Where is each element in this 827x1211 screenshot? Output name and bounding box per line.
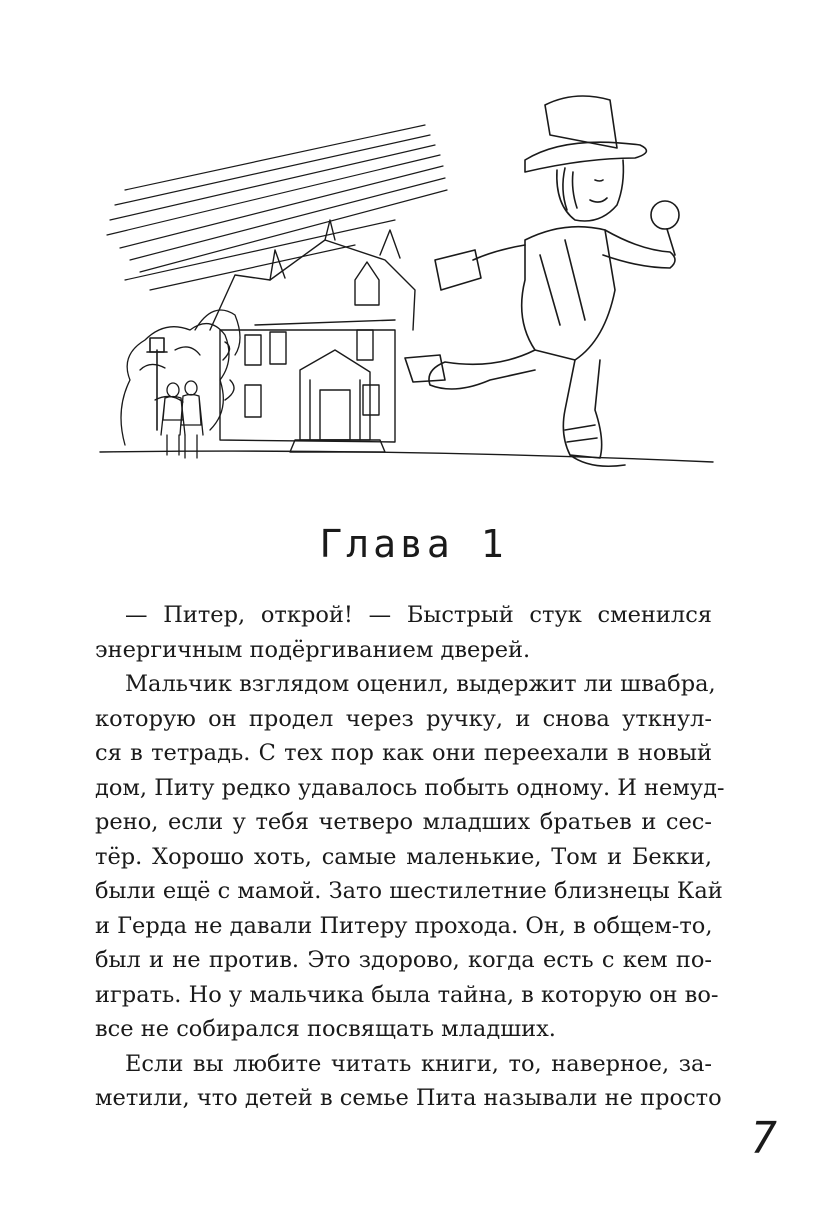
ground-line bbox=[100, 451, 713, 462]
text-line: играть. Но у мальчика была тайна, в которую он во- bbox=[95, 981, 719, 1008]
lamp-post bbox=[147, 338, 167, 430]
text-line: которую он продел через ручку, и снова уткнул- bbox=[95, 705, 712, 732]
text-line: был и не против. Это здорово, когда есть с кем по- bbox=[95, 947, 712, 973]
boy bbox=[405, 96, 679, 466]
text-line: рено, если у тебя четверо младших братьев и сес- bbox=[95, 809, 712, 835]
text-line: энергичным подёргиванием дверей. bbox=[95, 636, 531, 663]
text-line: все не собирался посвящать младших. bbox=[95, 1016, 556, 1042]
text-line: и Герда не давали Питеру прохода. Он, в общем-то, bbox=[95, 912, 713, 939]
text-line: тёр. Хорошо хоть, самые маленькие, Том и Бекки, bbox=[95, 843, 712, 870]
text-line: — Питер, открой! — Быстрый стук сменился bbox=[125, 602, 712, 628]
speed-lines bbox=[107, 125, 447, 290]
people bbox=[161, 381, 203, 458]
text-line: Мальчик взглядом оценил, выдержит ли швабра, bbox=[125, 671, 716, 697]
text-line: метили, что детей в семье Пита называли не просто bbox=[95, 1085, 722, 1111]
page-number: 7 bbox=[750, 1113, 777, 1164]
text-line: Если вы любите читать книги, то, наверное, за- bbox=[125, 1050, 712, 1077]
text-line: дом, Питу редко удавалось побыть одному. И немуд- bbox=[95, 774, 725, 801]
text-line: были ещё с мамой. Зато шестилетние близнецы Кай bbox=[95, 878, 723, 904]
chapter-illustration bbox=[95, 80, 715, 480]
text-line: ся в тетрадь. С тех пор как они переехали в новый bbox=[95, 740, 712, 766]
body-text bbox=[95, 598, 725, 1116]
chapter-title: Глава 1 bbox=[319, 522, 508, 566]
